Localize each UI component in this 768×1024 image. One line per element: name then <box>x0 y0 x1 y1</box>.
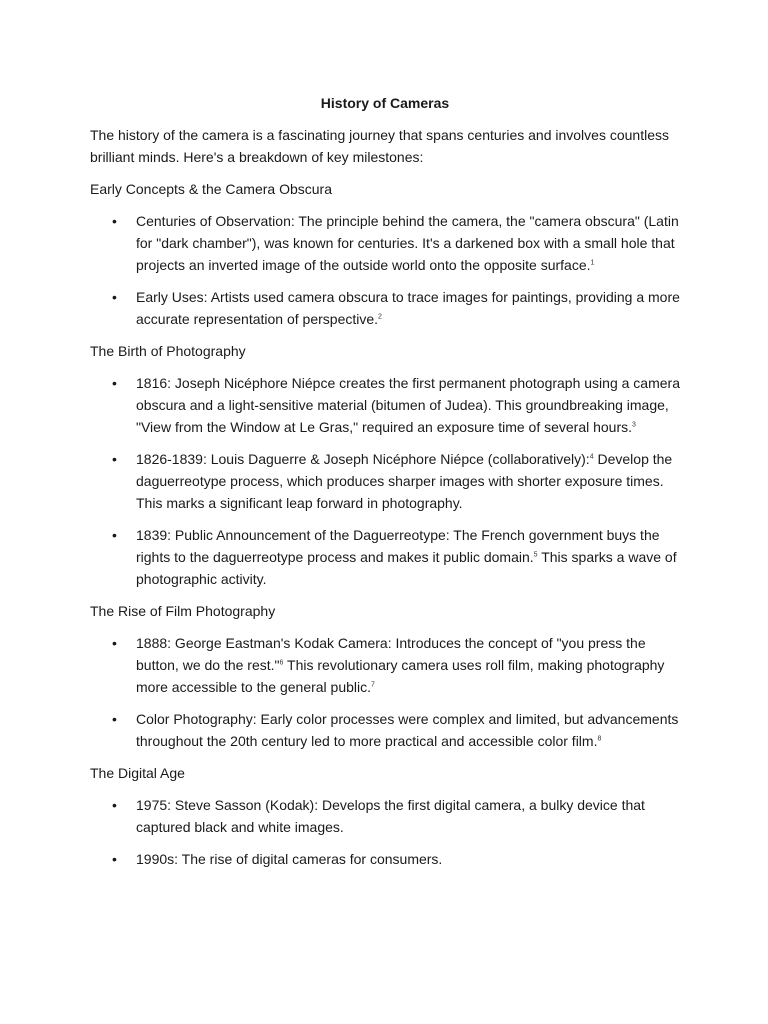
list-item <box>90 448 680 514</box>
bullet-icon: • <box>112 797 117 813</box>
list-item <box>90 708 680 752</box>
list-item <box>90 632 680 698</box>
list-item-text-tail: This sparks a wave of photographic activity. <box>136 549 677 587</box>
bullet-icon: • <box>112 375 117 391</box>
bullet-list <box>90 794 680 870</box>
footnote-ref[interactable]: 3 <box>632 421 636 429</box>
section <box>90 600 680 752</box>
list-item-text-tail: This revolutionary camera uses roll film, making photography more accessible to the general public. <box>136 657 665 695</box>
list-item <box>90 524 680 590</box>
section <box>90 178 680 330</box>
footnote-ref[interactable]: 6 <box>279 659 284 667</box>
list-item-text: 1839: Public Announcement of the Daguerreotype: The French government buys the rights to the daguerreotype process and makes it public domain. <box>136 527 660 565</box>
footnote-ref[interactable]: 8 <box>597 735 602 743</box>
bullet-list <box>90 372 680 590</box>
list-item-text: Early Uses: Artists used camera obscura to trace images for paintings, providing a more accurate representation of perspective. <box>136 289 680 327</box>
list-item <box>90 848 680 870</box>
section-heading: The Digital Age <box>90 765 185 781</box>
bullet-icon: • <box>112 711 117 727</box>
bullet-list <box>90 210 680 330</box>
list-item <box>90 286 680 330</box>
section-heading: Early Concepts & the Camera Obscura <box>90 181 332 197</box>
section-heading: The Birth of Photography <box>90 343 246 359</box>
list-item-text: 1990s: The rise of digital cameras for consumers. <box>136 851 443 867</box>
list-item-text: 1816: Joseph Nicéphore Niépce creates the first permanent photograph using a camera obscura and a light-sensitive material (bitumen of Judea). This groundbreaking image, "View from the Window at Le Gras," required an exposure time of several hours. <box>136 375 680 435</box>
list-item-text-tail: Develop the daguerreotype process, which produces sharper images with shorter exposure times. This marks a significant leap forward in photography. <box>136 451 673 511</box>
footnote-ref[interactable]: 1 <box>590 259 595 267</box>
section-heading: The Rise of Film Photography <box>90 603 276 619</box>
bullet-icon: • <box>112 213 117 229</box>
section <box>90 762 680 870</box>
bullet-icon: • <box>112 527 117 543</box>
bullet-icon: • <box>112 635 117 651</box>
footnote-ref[interactable]: 2 <box>378 313 382 321</box>
list-item <box>90 794 680 838</box>
bullet-icon: • <box>112 451 117 467</box>
bullet-list <box>90 632 680 752</box>
section <box>90 340 680 590</box>
document-title: History of Cameras <box>320 95 450 111</box>
document-page <box>90 92 680 880</box>
footnote-ref[interactable]: 4 <box>589 453 594 461</box>
list-item-text: Centuries of Observation: The principle behind the camera, the "camera obscura" (Latin for "dark chamber"), was known for centuries. It's a darkened box with a small hole that projects an inverted image of the outside world onto the opposite surface. <box>136 213 679 273</box>
list-item <box>90 372 680 438</box>
footnote-ref[interactable]: 7 <box>371 681 375 689</box>
list-item-text: 1826-1839: Louis Daguerre & Joseph Nicéphore Niépce (collaboratively): <box>136 451 590 467</box>
bullet-icon: • <box>112 851 117 867</box>
list-item-text: Color Photography: Early color processes were complex and limited, but advancements throughout the 20th century led to more practical and accessible color film. <box>136 711 679 749</box>
bullet-icon: • <box>112 289 117 305</box>
list-item-text: 1888: George Eastman's Kodak Camera: Introduces the concept of "you press the button, we do the rest." <box>136 635 646 673</box>
footnote-ref[interactable]: 5 <box>533 551 538 559</box>
intro-paragraph: The history of the camera is a fascinating journey that spans centuries and involves countless brilliant minds. Here's a breakdown of key milestones: <box>90 127 669 165</box>
list-item-text: 1975: Steve Sasson (Kodak): Develops the first digital camera, a bulky device that captured black and white images. <box>136 797 645 835</box>
list-item <box>90 210 680 276</box>
